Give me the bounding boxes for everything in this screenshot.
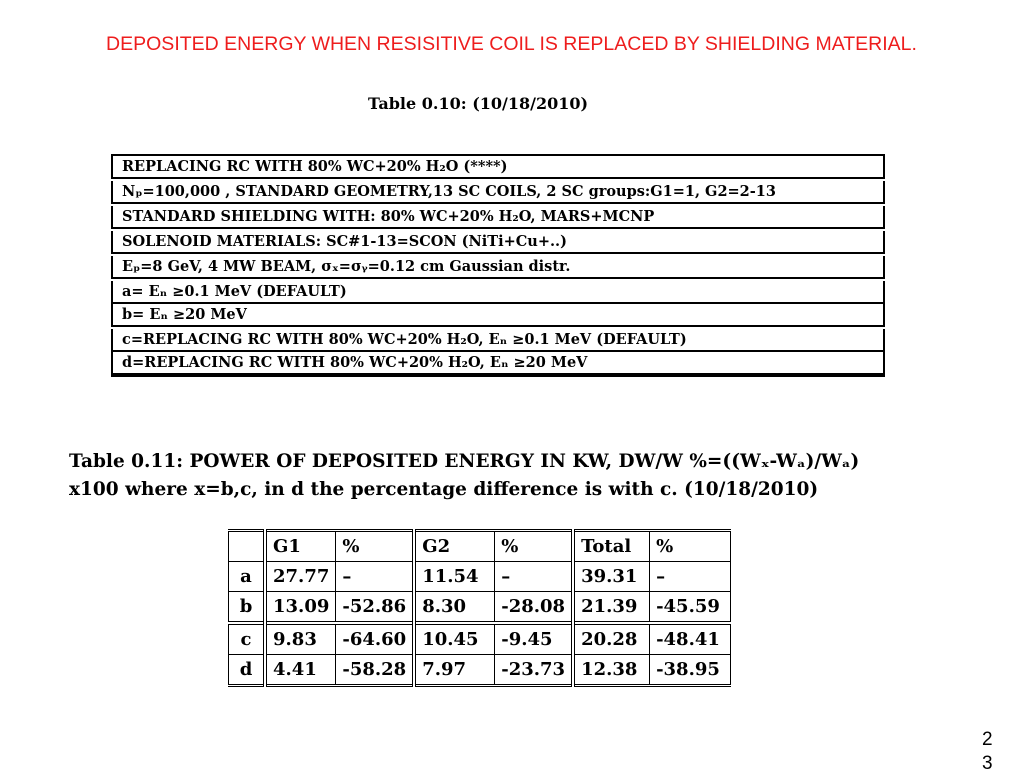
table-0-11-caption [69, 448, 949, 504]
slide-title: DEPOSITED ENERGY WHEN RESISITIVE COIL IS REPLACED BY SHIELDING MATERIAL. [106, 33, 917, 55]
table-cell: 39.31 [573, 562, 650, 592]
page-number: 23 [982, 729, 993, 774]
table-0-10-row: REPLACING RC WITH 80% WC+20% H₂O (****) [111, 156, 885, 179]
table-cell: 20.28 [573, 623, 650, 655]
table-0-10-row: d=REPLACING RC WITH 80% WC+20% H₂O, Eₙ ≥20 MeV [111, 352, 885, 375]
table-cell: 8.30 [414, 592, 495, 624]
table-cell: -48.41 [650, 623, 731, 655]
table-0-10-row: a= Eₙ ≥0.1 MeV (DEFAULT) [111, 281, 885, 304]
header-cell: G1 [265, 531, 336, 562]
table-cell: -28.08 [495, 592, 573, 624]
table-cell: 4.41 [265, 655, 336, 686]
header-cell: % [336, 531, 414, 562]
table-cell: 10.45 [414, 623, 495, 655]
table-0-10-row: Eₚ=8 GeV, 4 MW BEAM, σₓ=σᵧ=0.12 cm Gaussian distr. [111, 256, 885, 279]
row-label-cell: a [229, 562, 266, 592]
table-cell: 7.97 [414, 655, 495, 686]
header-cell [229, 531, 266, 562]
header-cell: Total [573, 531, 650, 562]
table-0-10-caption: Table 0.10: (10/18/2010) [368, 94, 589, 113]
header-cell: % [495, 531, 573, 562]
table-cell: -23.73 [495, 655, 573, 686]
table-cell: 13.09 [265, 592, 336, 624]
table-cell: -64.60 [336, 623, 414, 655]
table-cell: -38.95 [650, 655, 731, 686]
table-header-row [229, 531, 731, 562]
table-row [229, 655, 731, 686]
table-0-10-row: STANDARD SHIELDING WITH: 80% WC+20% H₂O, MARS+MCNP [111, 206, 885, 229]
table-row [229, 592, 731, 624]
table-cell: -45.59 [650, 592, 731, 624]
row-label-cell: b [229, 592, 266, 624]
table-0-10-row: Nₚ=100,000 , STANDARD GEOMETRY,13 SC COILS, 2 SC groups:G1=1, G2=2-13 [111, 181, 885, 204]
table-cell: 27.77 [265, 562, 336, 592]
table-0-10-row: SOLENOID MATERIALS: SC#1-13=SCON (NiTi+Cu+..) [111, 231, 885, 254]
table-cell: -52.86 [336, 592, 414, 624]
table-cell: – [495, 562, 573, 592]
table-0-10 [111, 154, 885, 377]
table-cell: – [336, 562, 414, 592]
table-cell: 12.38 [573, 655, 650, 686]
table-cell: 9.83 [265, 623, 336, 655]
table-0-11 [228, 529, 731, 687]
header-cell: G2 [414, 531, 495, 562]
table-cell: 11.54 [414, 562, 495, 592]
table-cell: -9.45 [495, 623, 573, 655]
row-label-cell: c [229, 623, 266, 655]
table-row [229, 562, 731, 592]
table-cell: – [650, 562, 731, 592]
table-0-11-caption-line2: x100 where x=b,c, in d the percentage difference is with c. (10/18/2010) [69, 479, 819, 500]
table-0-11-caption-line1: Table 0.11: POWER OF DEPOSITED ENERGY IN KW, DW/W %=((Wₓ-Wₐ)/Wₐ) [69, 451, 860, 472]
table-cell: -58.28 [336, 655, 414, 686]
row-label-cell: d [229, 655, 266, 686]
table-cell: 21.39 [573, 592, 650, 624]
table-0-10-row: c=REPLACING RC WITH 80% WC+20% H₂O, Eₙ ≥0.1 MeV (DEFAULT) [111, 329, 885, 352]
table-row [229, 623, 731, 655]
table-0-10-row: b= Eₙ ≥20 MeV [111, 304, 885, 327]
header-cell: % [650, 531, 731, 562]
